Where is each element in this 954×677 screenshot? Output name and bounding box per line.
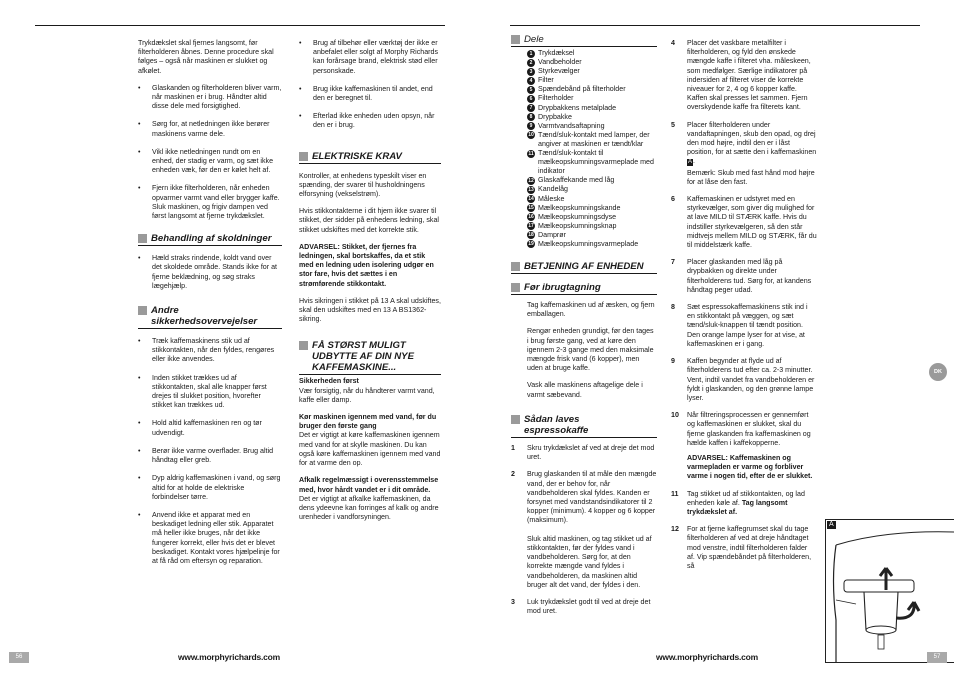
- part-label: Damprør: [538, 230, 566, 239]
- operate-heading: [511, 261, 657, 274]
- part-label: Mælkeopskumningskande: [538, 203, 621, 212]
- safety-heading: [138, 305, 282, 329]
- part-item: [527, 76, 657, 85]
- step-item: 2 Brug glaskanden til at måle den mængde vand, der er behov for, når vandbeholderen skal fyldes. Kanden er forsynet med vandstandsindikatorer til 2 kopper (minimum). 4 kopper og 6 kopper (maksimum). Sluk altid maskinen, og tag stikket ud af stikkontakten, før der fyldes vand i vandbeholderen. Sørg for, at den korrekte mængde vand fyldes i vandbeholderen, da maskinen altid bruger alt det vand, der fyldes i den.: [511, 470, 657, 589]
- part-label: Styrkevælger: [538, 67, 580, 76]
- footer-url-left: www.morphyrichards.com: [178, 652, 281, 662]
- before-use-heading: [511, 282, 657, 295]
- bullet-item: • Hold altid kaffemaskinen ren og tør udvendigt.: [138, 419, 282, 437]
- part-label: Trykdæksel: [538, 49, 575, 57]
- part-number-badge: 1: [527, 50, 535, 58]
- paragraph: Rengør enheden grundigt, før den tages i brug første gang, ved at køre den igennem 2-3 gange med den maksimale mængde frisk vand (6 kopper), men uden at bruge kaffe.: [527, 327, 654, 373]
- no-coffee-title: Kør maskinen igennem med vand, før du bruger den første gang: [299, 413, 437, 431]
- bullet-item: • Berør ikke varme overflader. Brug altid håndtag eller greb.: [138, 447, 282, 465]
- step-item: 3 Luk trykdækslet godt til ved at dreje det mod uret.: [511, 597, 651, 616]
- left-column-b: [299, 39, 441, 530]
- part-number-badge: 13: [528, 186, 534, 193]
- step-5: 5 Placer filterholderen under vandaftapningen, skub den opad, og drej den mod højre, indtil den er i låst position, for at sætte den i kaffemaskinen A.: [671, 120, 817, 166]
- before-use-text: [511, 301, 657, 400]
- best-use-heading: [299, 340, 441, 375]
- safety-first-title: Sikkerheden først: [299, 377, 359, 386]
- part-number-badge: 11: [528, 150, 534, 157]
- figure-ref-a: A: [688, 159, 693, 166]
- step-9: 9 Kaffen begynder at flyde ud af filterholderens tud efter ca. 2-3 minutter. Vent, indtil vandet fra vandbeholderen er fyldt i glaskanden, og den grønne lampe lyser.: [671, 357, 815, 402]
- heading-text: BETJENING AF ENHEDEN: [524, 261, 644, 273]
- part-item: [527, 67, 657, 76]
- heading-text: Sådan laves espressokaffe: [524, 413, 589, 436]
- electrical-heading: [299, 151, 441, 164]
- paragraph: Hvis sikringen i stikket på 13 A skal udskiftes, skal den udskiftes med en 13 A BS1362-sikring.: [299, 296, 441, 324]
- part-number-badge: 7: [527, 104, 535, 112]
- step-11: 11 Tag stikket ud af stikkontakten, og lad enheden køle af. Tag langsomt trykdækslet af.: [671, 489, 805, 516]
- descale-title: Afkalk regelmæssigt i overensstemmelse med, hvor hårdt vandet er i dit område.: [299, 476, 439, 494]
- part-number-badge: 2: [527, 59, 535, 67]
- bullet-list: [138, 254, 282, 291]
- part-number-badge: 4: [527, 77, 535, 85]
- part-number-badge: 18: [528, 232, 534, 239]
- step-7: 7 Placer glaskanden med låg på drypbakken og direkte under filterholderens tud. Sørg for, at kandens håndtag peger udad.: [671, 258, 812, 294]
- part-label: Drypbakke: [538, 112, 572, 121]
- part-number-badge: 6: [527, 95, 535, 103]
- step-4: 4 Placer det vaskbare metalfilter i filterholderen, og fyld den ønskede mængde kaffe i filteret vha. måleskeen, som medfølger. Særlige indikatorer på indersiden af filteret viser de korrekte niveauer for 2, 4 og 6 kopper kaffe. Kaffen skal presses let sammen. Fjern overskydende kaffe fra filterets kant.: [671, 39, 811, 112]
- part-number-badge: 8: [527, 113, 535, 121]
- espresso-heading: [511, 414, 657, 438]
- heading-text: Andre sikkerhedsovervejelser: [151, 305, 258, 328]
- paragraph: Vær forsigtig, når du håndterer varmt vand, kaffe eller damp.: [299, 386, 435, 404]
- steps-list: [511, 444, 657, 616]
- bullet-item: • Anvend ikke et apparat med en beskadiget ledning eller stik. Apparatet må heller ikke bruges, når det ikke fungerer korrekt, eller hvis det er blevet beskadiget. Kontakt vores hjælpelinje for at få råd om eftersyn og reparation.: [138, 511, 282, 566]
- paragraph: Tag kaffemaskinen ud af æsken, og fjern emballagen.: [527, 301, 655, 319]
- part-item: [527, 58, 657, 67]
- bullet-item: • Brug ikke kaffemaskinen til andet, end den er beregnet til.: [299, 85, 441, 103]
- step-8: 8 Sæt espressokaffemaskinens stik ind i en stikkontakt på væggen, og sæt tænd/sluk-knappen til tændt position. Den orange lampe lyser for at vise, at kaffemaskinen er i gang.: [671, 303, 808, 348]
- part-label: Kandelåg: [538, 185, 568, 194]
- bullet-item: • Inden stikket trækkes ud af stikkontakten, skal alle knapper først drejes til slukket position, hvorefter stikket kan trækkes ud.: [138, 374, 282, 411]
- bullet-item: • Dyp aldrig kaffemaskinen i vand, og sørg altid for at holde de elektriske forbindelser tørre.: [138, 474, 282, 502]
- step-10: 10 Når filtreringsprocessen er gennemført og kaffemaskinen er slukket, skal du fjerne glaskanden fra kaffemaskinen og hælde kaffen i kaffekopperne.: [671, 411, 811, 447]
- step-6: 6 Kaffemaskinen er udstyret med en styrkevælger, som giver dig mulighed for at lave MILD til STÆRK kaffe. Hvis du indstiller styrkevælgeren, så den står midtvejs mellem MILD og STÆRK, får du til middelstærk kaffe.: [671, 195, 817, 250]
- heading-text: Dele: [524, 34, 544, 45]
- top-rule-right: [510, 25, 920, 26]
- paragraph: Det er vigtigt at afkalke kaffemaskinen, da dens ydeevne kan forringes af kalk og andre urenheder i vandforsyningen.: [299, 494, 439, 522]
- heading-marker: [511, 35, 520, 44]
- step-item: 1 Skru trykdækslet af ved at dreje det mod uret.: [511, 443, 655, 462]
- part-number-badge: 16: [528, 214, 534, 221]
- step-5-note: Bemærk: Skub med fast hånd mod højre for at låse den fast.: [687, 168, 815, 186]
- part-label: Drypbakkens metalplade: [538, 103, 617, 112]
- right-column-c: [511, 34, 657, 624]
- coffee-machine-illustration: [826, 520, 954, 662]
- heading-marker: [299, 341, 308, 350]
- part-number-badge: 14: [528, 196, 534, 202]
- bullet-item: • Glaskanden og filterholderen bliver varm, når maskinen er i brug. Håndter altid disse dele med forsigtighed.: [138, 84, 282, 112]
- paragraph: Det er vigtigt at køre kaffemaskinen igennem med vand for at skylle maskinen. Du kan også køre kaffemaskinen igennem med vand for at varme den op.: [299, 431, 441, 468]
- paragraph: Hvis stikkontakterne i dit hjem ikke svarer til stikket, der sidder på enhedens ledning, skal stikket udskiftes med det korrekte stik.: [299, 207, 439, 234]
- part-item: [527, 176, 657, 185]
- paragraph: Kontroller, at enhedens typeskilt viser en spænding, der svarer til husholdningens elforsyning (vekselstrøm).: [299, 171, 427, 199]
- part-number-badge: 19: [528, 241, 534, 248]
- part-item: [527, 195, 657, 204]
- part-label: Mælkeopskumningsdyse: [538, 212, 617, 221]
- parts-heading: [511, 34, 657, 47]
- part-item: [527, 185, 657, 194]
- part-number-badge: 3: [527, 68, 535, 76]
- intro-text: Trykdækslet skal fjernes langsomt, før filterholderen åbnes. Denne procedure skal følges – også når maskinen er slukket og afkølet.: [138, 39, 274, 75]
- heading-marker: [511, 262, 520, 271]
- footer-url-right: www.morphyrichards.com: [656, 652, 759, 662]
- bullet-item: • Træk kaffemaskinens stik ud af stikkontakten, når den fyldes, rengøres eller ikke anvendes.: [138, 337, 282, 365]
- part-number-badge: 9: [527, 122, 535, 130]
- part-label: Vandbeholder: [538, 58, 582, 67]
- language-badge: DK: [929, 363, 947, 381]
- figure-a: [825, 519, 954, 663]
- right-column-d: [671, 39, 817, 579]
- part-item: [527, 104, 657, 113]
- heading-marker: [138, 306, 147, 315]
- part-item: [527, 240, 657, 249]
- part-number-badge: 12: [528, 177, 534, 184]
- burn-heading: [138, 233, 282, 246]
- figure-label: A: [829, 521, 834, 528]
- part-label: Mælkeopskumningsknap: [538, 221, 617, 230]
- paragraph: Vask alle maskinens aftagelige dele i varmt sæbevand.: [527, 381, 643, 399]
- heading-marker: [511, 283, 520, 292]
- step-12: 12 For at fjerne kaffegrumset skal du tage filterholderen af ved at dreje håndtaget mod venstre, indtil filterholderen falder af. Vip spændebåndet på filterholderen, så: [671, 525, 812, 570]
- parts-list: [527, 49, 657, 249]
- part-item: [527, 204, 657, 213]
- part-number-badge: 17: [528, 223, 534, 230]
- bullet-item: • Efterlad ikke enheden uden opsyn, når den er i brug.: [299, 112, 441, 130]
- part-item: [527, 222, 657, 231]
- bullet-item: • Hæld straks rindende, koldt vand over det skoldede område. Stands ikke for at fjerne beklædning, og søg straks lægehjælp.: [138, 254, 282, 291]
- heading-text: Behandling af skoldninger: [151, 233, 272, 245]
- bullet-item: • Sørg for, at netledningen ikke berører maskinens varme dele.: [138, 120, 282, 138]
- part-label: Filter: [538, 76, 554, 85]
- bullet-item: • Brug af tilbehør eller værktøj der ikke er anbefalet eller solgt af Morphy Richards kan forårsage brand, elektrisk stød eller personskade.: [299, 39, 441, 76]
- bullet-list: [299, 39, 441, 131]
- left-column-a: [138, 39, 282, 575]
- part-label: Tænd/sluk-kontakt til mælkeopskumningsvarmeplade med indikator: [538, 149, 654, 176]
- heading-text: ELEKTRISKE KRAV: [312, 150, 402, 162]
- part-item: [527, 149, 657, 176]
- heading-text: Før ibrugtagning: [524, 282, 601, 294]
- bullet-item: • Vikl ikke netledningen rundt om en enhed, der stadig er varm, og sæt ikke enheden væk, før den er kølet helt af.: [138, 148, 282, 176]
- step-10-warning: ADVARSEL: Kaffemaskinen og varmepladen er varme og forbliver varme i nogen tid, efter de er slukket.: [687, 453, 813, 481]
- heading-marker: [138, 234, 147, 243]
- part-label: Spændebånd på filterholder: [538, 85, 626, 94]
- heading-marker: [299, 152, 308, 161]
- heading-text: FÅ STØRST MULIGT UDBYTTE AF DIN NYE KAFFEMASKINE...: [312, 340, 414, 374]
- heading-marker: [511, 415, 520, 424]
- part-item: [527, 231, 657, 240]
- part-label: Glaskaffekande med låg: [538, 176, 615, 185]
- part-number-badge: 10: [528, 132, 534, 139]
- page-number-left: 56: [9, 652, 29, 663]
- bullet-list: [138, 337, 282, 566]
- bullet-item: • Fjern ikke filterholderen, når enheden opvarmer varmt vand eller brygger kaffe. Sluk maskinen, og frigiv dampen ved først langsomt at fjerne trykdækslet.: [138, 184, 282, 221]
- part-item: [527, 131, 657, 149]
- top-rule-left: [35, 25, 445, 26]
- part-item: [527, 49, 657, 58]
- bullet-list: [138, 84, 282, 221]
- part-item: [527, 213, 657, 222]
- part-label: Mælkeopskumningsvarmeplade: [538, 239, 639, 248]
- part-item: [527, 94, 657, 103]
- page-number-right: 57: [927, 652, 947, 663]
- part-label: Måleske: [538, 194, 565, 203]
- warning-text: ADVARSEL: Stikket, der fjernes fra ledningen, skal bortskaffes, da et stik med en ledning uden isolering udgør en stor fare, hvis det sættes i en strømførende stikkontakt.: [299, 242, 434, 288]
- part-item: [527, 85, 657, 94]
- part-item: [527, 122, 657, 131]
- part-label: Filterholder: [538, 94, 574, 103]
- part-number-badge: 15: [528, 205, 534, 212]
- part-number-badge: 5: [527, 86, 535, 94]
- part-label: Tænd/sluk-kontakt med lamper, der angiver at maskinen er tændt/klar: [538, 130, 650, 148]
- part-item: [527, 113, 657, 122]
- part-label: Varmtvandsaftapning: [538, 121, 605, 130]
